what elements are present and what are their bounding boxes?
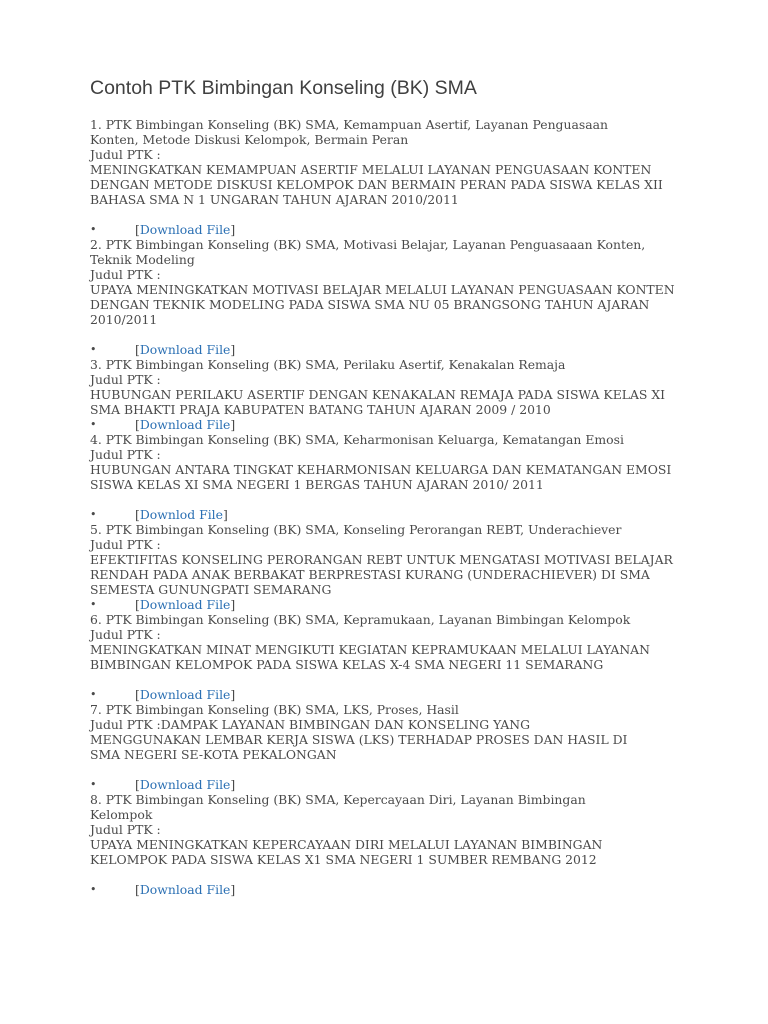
spacer	[90, 207, 690, 222]
spacer	[90, 672, 690, 687]
bullet-icon: •	[90, 598, 97, 611]
download-link[interactable]: Downlod File	[139, 507, 223, 522]
download-item: • [Download File]	[90, 222, 236, 237]
entry-title-text: UPAYA MENINGKATKAN MOTIVASI BELAJAR MELALUI LAYANAN PENGUASAAN KONTEN DENGAN TEKNIK MODELING PADA SISWA SMA NU 05 BRANGSONG TAHUN AJARAN 2010/2011	[90, 282, 675, 327]
entry-judul-heading: Judul PTK :	[90, 627, 161, 642]
ptk-entry	[90, 432, 690, 492]
download-link[interactable]: Download File	[139, 882, 231, 897]
ptk-entry	[90, 792, 690, 867]
download-link[interactable]: Download File	[139, 417, 231, 432]
entry-label: 1. PTK Bimbingan Konseling (BK) SMA, Kemampuan Asertif, Layanan Penguasaan Konten, Metode Diskusi Kelompok, Bermain Peran	[90, 117, 608, 147]
spacer	[90, 492, 690, 507]
entry-title-text: HUBUNGAN ANTARA TINGKAT KEHARMONISAN KELUARGA DAN KEMATANGAN EMOSI SISWA KELAS XI SMA NEGERI 1 BERGAS TAHUN AJARAN 2010/ 2011	[90, 462, 672, 492]
ptk-entry	[90, 117, 690, 207]
bullet-icon: •	[90, 778, 97, 791]
ptk-entry	[90, 702, 690, 762]
page-title: Contoh PTK Bimbingan Konseling (BK) SMA	[90, 77, 477, 99]
entry-label: 7. PTK Bimbingan Konseling (BK) SMA, LKS, Proses, Hasil	[90, 702, 459, 717]
entry-label: 6. PTK Bimbingan Konseling (BK) SMA, Kepramukaan, Layanan Bimbingan Kelompok	[90, 612, 631, 627]
entry-title-text: MENGGUNAKAN LEMBAR KERJA SISWA (LKS) TERHADAP PROSES DAN HASIL DI SMA NEGERI SE-KOTA PEKALONGAN	[90, 732, 628, 762]
ptk-entry	[90, 237, 690, 327]
spacer	[90, 762, 690, 777]
entry-title-text: HUBUNGAN PERILAKU ASERTIF DENGAN KENAKALAN REMAJA PADA SISWA KELAS XI SMA BHAKTI PRAJA KABUPATEN BATANG TAHUN AJARAN 2009 / 2010	[90, 387, 666, 417]
entry-judul-heading: Judul PTK :	[90, 537, 161, 552]
download-link[interactable]: Download File	[139, 687, 231, 702]
download-item: • [Downlod File]	[90, 507, 228, 522]
download-item: • [Download File]	[90, 597, 236, 612]
ptk-entry	[90, 612, 690, 672]
entry-judul-heading: Judul PTK :	[90, 372, 161, 387]
bullet-icon: •	[90, 418, 97, 431]
ptk-entry	[90, 522, 690, 597]
download-item: • [Download File]	[90, 777, 236, 792]
entry-title-text: UPAYA MENINGKATKAN KEPERCAYAAN DIRI MELALUI LAYANAN BIMBINGAN KELOMPOK PADA SISWA KELAS X1 SMA NEGERI 1 SUMBER REMBANG 2012	[90, 837, 603, 867]
bullet-icon: •	[90, 343, 97, 356]
download-item: • [Download File]	[90, 417, 236, 432]
download-link[interactable]: Download File	[139, 342, 231, 357]
entry-label: 5. PTK Bimbingan Konseling (BK) SMA, Konseling Perorangan REBT, Underachiever	[90, 522, 622, 537]
download-item: • [Download File]	[90, 342, 236, 357]
bullet-icon: •	[90, 688, 97, 701]
download-link[interactable]: Download File	[139, 597, 231, 612]
download-item: • [Download File]	[90, 882, 236, 897]
entry-title-text: MENINGKATKAN MINAT MENGIKUTI KEGIATAN KEPRAMUKAAN MELALUI LAYANAN BIMBINGAN KELOMPOK PADA SISWA KELAS X-4 SMA NEGERI 11 SEMARANG	[90, 642, 650, 672]
bullet-icon: •	[90, 223, 97, 236]
download-link[interactable]: Download File	[139, 222, 231, 237]
entry-title-text: MENINGKATKAN KEMAMPUAN ASERTIF MELALUI LAYANAN PENGUASAAN KONTEN DENGAN METODE DISKUSI KELOMPOK DAN BERMAIN PERAN PADA SISWA KELAS XII BAHASA SMA N 1 UNGARAN TAHUN AJARAN 2010/2011	[90, 162, 663, 207]
entry-judul-heading: Judul PTK :DAMPAK LAYANAN BIMBINGAN DAN KONSELING YANG	[90, 717, 531, 732]
entry-label: 3. PTK Bimbingan Konseling (BK) SMA, Perilaku Asertif, Kenakalan Remaja	[90, 357, 566, 372]
entry-title-text: EFEKTIFITAS KONSELING PERORANGAN REBT UNTUK MENGATASI MOTIVASI BELAJAR RENDAH PADA ANAK BERBAKAT BERPRESTASI KURANG (UNDERACHIEVER) DI SMA SEMESTA GUNUNGPATI SEMARANG	[90, 552, 673, 597]
entry-judul-heading: Judul PTK :	[90, 447, 161, 462]
bullet-icon: •	[90, 883, 97, 896]
entry-judul-heading: Judul PTK :	[90, 147, 161, 162]
spacer	[90, 867, 690, 882]
entry-judul-heading: Judul PTK :	[90, 822, 161, 837]
entry-label: 8. PTK Bimbingan Konseling (BK) SMA, Kepercayaan Diri, Layanan Bimbingan Kelompok	[90, 792, 586, 822]
entry-judul-heading: Judul PTK :	[90, 267, 161, 282]
spacer	[90, 327, 690, 342]
download-item: • [Download File]	[90, 687, 236, 702]
entry-label: 4. PTK Bimbingan Konseling (BK) SMA, Keharmonisan Keluarga, Kematangan Emosi	[90, 432, 624, 447]
entry-label: 2. PTK Bimbingan Konseling (BK) SMA, Motivasi Belajar, Layanan Penguasaaan Konten, Teknik Modeling	[90, 237, 646, 267]
bullet-icon: •	[90, 508, 97, 521]
ptk-entry	[90, 357, 690, 417]
download-link[interactable]: Download File	[139, 777, 231, 792]
article	[90, 76, 690, 897]
